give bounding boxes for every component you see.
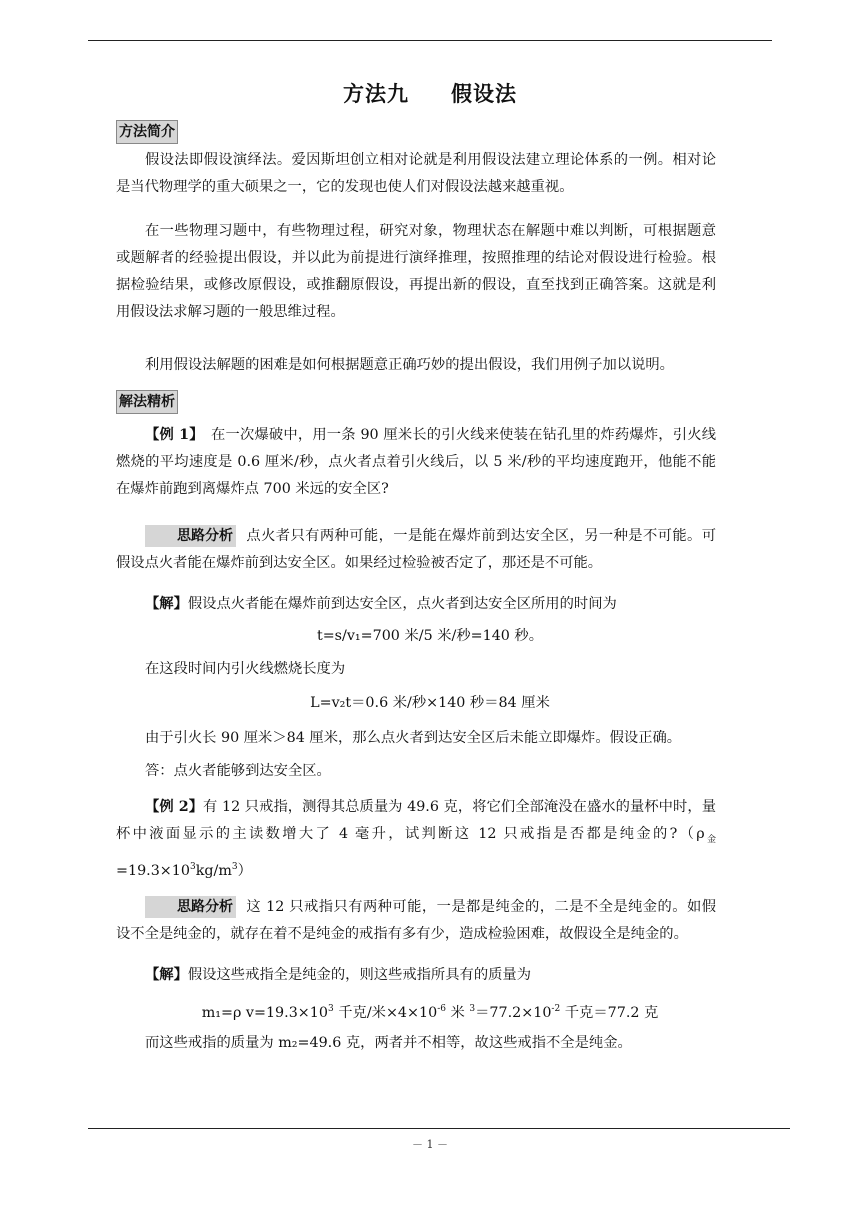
intro-paragraph-1: 假设法即假设演绎法。爱因斯坦创立相对论就是利用假设法建立理论体系的一例。相对论是当代物理学的重大硕果之一，它的发现也使人们对假设法越来越重视。 — [116, 152, 716, 195]
intro-paragraph-2: 在一些物理习题中，有些物理过程，研究对象，物理状态在解题中难以判断，可根据题意或题解者的经验提出假设，并以此为前提进行演绎推理，按照推理的结论对假设进行检验。根据检验结果，或修改原假设，或推翻原假设，再提出新的假设，直至找到正确答案。这就是利用假设法求解习题的一般思维过程。 — [116, 223, 716, 320]
solution-1-tag: 【解】 — [145, 596, 188, 612]
eq3-part-a: m₁=ρ v=19.3×10 — [201, 1004, 328, 1021]
analysis-label-2: 思路分析 — [145, 896, 236, 918]
solution-1-text: 假设点火者能在爆炸前到达安全区，点火者到达安全区所用的时间为 — [187, 596, 617, 612]
answer-line: 答：点火者能够到达安全区。 — [145, 763, 331, 779]
eq3-exp-2: -6 — [437, 1004, 446, 1014]
page-title — [0, 78, 860, 108]
example-2-text-2: =19.3×10 — [116, 862, 190, 879]
eq3-exp-1: 3 — [327, 1004, 334, 1014]
page-number: － 1 － — [412, 1138, 448, 1151]
example-1-tag: 【例 1】 — [145, 427, 197, 443]
eq3-part-d: ＝77.2×10 — [475, 1004, 552, 1021]
section-label-analysis: 解法精析 — [116, 390, 178, 414]
exponent-1: 3 — [189, 861, 196, 872]
exponent-2: 3 — [231, 861, 238, 872]
rho-subscript: 金 — [704, 834, 716, 845]
solution-2-text: 假设这些戒指全是纯金的，则这些戒指所具有的质量为 — [187, 967, 532, 983]
equation-1: t=s/v₁=700 米/5 米/秒=140 秒。 — [316, 628, 544, 644]
title-method: 方法九 — [343, 81, 409, 106]
example-2-tag: 【例 2】 — [145, 799, 204, 815]
example-2-text-1: 有 12 只戒指，测得其总质量为 49.6 克，将它们全部淹没在盛水的量杯中时，量杯中液面显示的主读数增大了 4 毫升，试判断这 12 只戒指是否都是纯金的?（ρ — [116, 799, 716, 842]
solution-1-line — [145, 591, 617, 618]
analysis-text-1: 点火者只有两种可能，一是能在爆炸前到达安全区，另一种是不可能。可假设点火者能在爆炸前到达安全区。如果经过检验被否定了，那还是不可能。 — [116, 528, 716, 571]
footer-rule — [88, 1128, 790, 1129]
example-2-question — [116, 794, 716, 885]
final-line: 而这些戒指的质量为 m₂=49.6 克，两者并不相等，故这些戒指不全是纯金。 — [145, 1035, 632, 1051]
eq3-exp-4: -2 — [551, 1004, 561, 1014]
example-1-question — [116, 422, 716, 503]
equation-3 — [0, 996, 860, 1027]
example-2-analysis — [116, 894, 716, 948]
eq3-exp-3: 3 — [469, 1004, 476, 1014]
example-1-text: 在一次爆破中，用一条 90 厘米长的引火线来使装在钻孔里的炸药爆炸，引火线燃烧的平均速度是 0.6 厘米/秒，点火者点着引火线后，以 5 米/秒的平均速度跑开，他能不能在爆炸前跑到离爆炸点 700 米远的安全区? — [116, 427, 717, 497]
analysis-label-1: 思路分析 — [145, 525, 236, 547]
header-rule — [88, 40, 772, 41]
conclusion-line: 由于引火长 90 厘米＞84 厘米，那么点火者到达安全区后未能立即爆炸。假设正确。 — [145, 730, 682, 746]
solution-2-tag: 【解】 — [145, 967, 188, 983]
eq3-part-b: 千克/米×4×10 — [333, 1004, 438, 1021]
example-2-text-4: ） — [237, 862, 252, 879]
example-2-text-3: kg/m — [195, 862, 232, 879]
equation-2: L=v₂t＝0.6 米/秒×140 秒＝84 厘米 — [310, 695, 550, 711]
analysis-text-2: 这 12 只戒指只有两种可能，一是都是纯金的，二是不全是纯金的。如假设不全是纯金的，就存在着不是纯金的戒指有多有少，造成检验困难，故假设全是纯金的。 — [116, 899, 716, 942]
burn-length-line: 在这段时间内引火线燃烧长度为 — [145, 661, 346, 677]
section-label-intro: 方法简介 — [116, 120, 178, 144]
eq3-part-c: 米 — [445, 1004, 470, 1021]
title-name: 假设法 — [451, 81, 517, 106]
example-1-analysis — [116, 523, 716, 577]
solution-2-line — [145, 962, 531, 989]
intro-paragraph-3: 利用假设法解题的困难是如何根据题意正确巧妙的提出假设，我们用例子加以说明。 — [145, 357, 674, 373]
eq3-part-f: 千克＝77.2 克 — [560, 1004, 659, 1021]
